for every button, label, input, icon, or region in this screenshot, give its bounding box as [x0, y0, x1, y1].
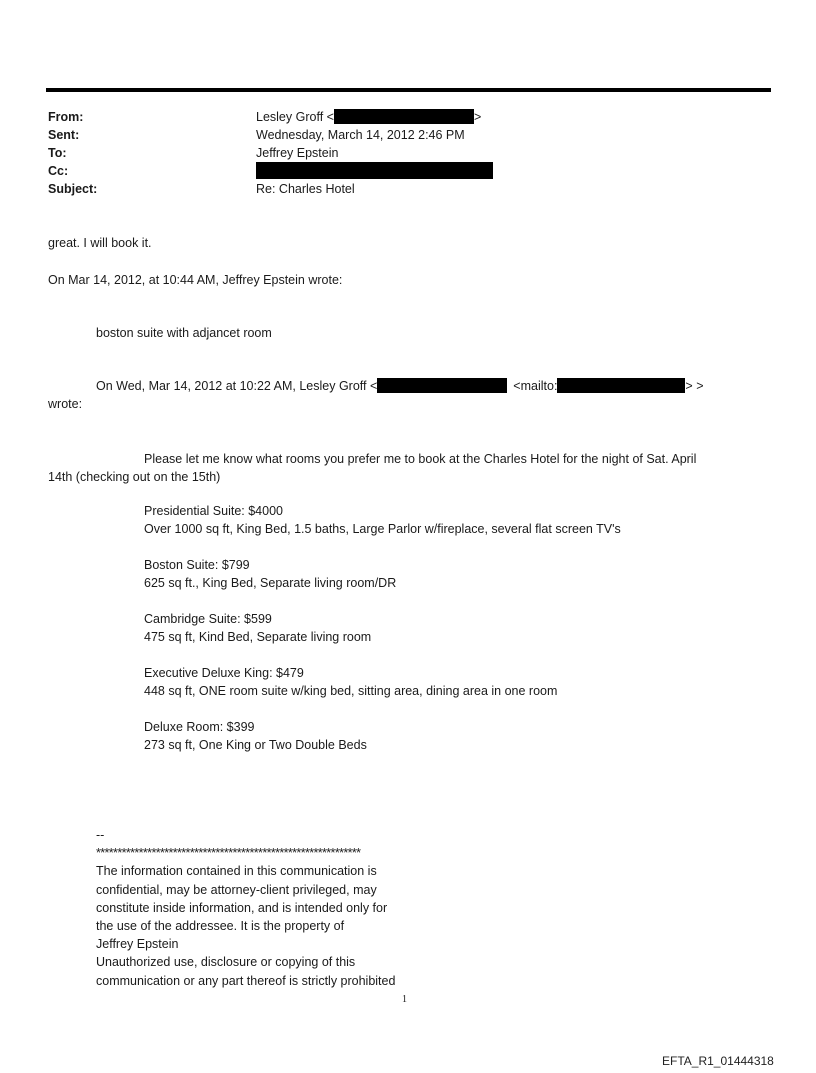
- from-value: [256, 108, 481, 126]
- room-details: 625 sq ft., King Bed, Separate living room/DR: [144, 576, 397, 590]
- document-id: EFTA_R1_01444318: [662, 1054, 774, 1068]
- reply-text: great. I will book it.: [48, 236, 152, 250]
- room-title: Boston Suite: $799: [144, 558, 250, 572]
- mailto-text: <mailto:: [513, 379, 558, 393]
- room-option: [144, 610, 371, 646]
- request-line-2: 14th (checking out on the 15th): [48, 470, 221, 484]
- redacted-cc: [256, 162, 493, 179]
- disclaimer-line: confidential, may be attorney-client privileged, may: [96, 882, 377, 897]
- redacted-mailto: [557, 378, 685, 393]
- room-details: Over 1000 sq ft, King Bed, 1.5 baths, Large Parlor w/fireplace, several flat screen TV's: [144, 522, 621, 536]
- to-value: Jeffrey Epstein: [256, 146, 339, 160]
- subject-value: Re: Charles Hotel: [256, 182, 355, 196]
- redacted-email-2: [377, 378, 507, 393]
- room-details: 273 sq ft, One King or Two Double Beds: [144, 738, 367, 752]
- quote2-intro-text: On Wed, Mar 14, 2012 at 10:22 AM, Lesley Groff <: [96, 379, 378, 393]
- disclaimer-line: Unauthorized use, disclosure or copying of this: [96, 955, 356, 970]
- from-name: Lesley Groff <: [256, 110, 334, 124]
- header-rule: [46, 88, 771, 92]
- room-title: Executive Deluxe King: $479: [144, 666, 304, 680]
- sig-dashes: --: [96, 828, 105, 842]
- subject-label: Subject:: [48, 182, 98, 196]
- disclaimer-line: constitute inside information, and is intended only for: [96, 900, 388, 915]
- room-details: 475 sq ft, Kind Bed, Separate living room: [144, 630, 372, 644]
- quote2-close: > >: [685, 379, 704, 393]
- disclaimer-line: Jeffrey Epstein: [96, 937, 179, 952]
- cc-label: Cc:: [48, 164, 69, 178]
- cc-value: [256, 162, 493, 181]
- request-line-1: Please let me know what rooms you prefer me to book at the Charles Hotel for the night of Sat. April: [144, 452, 697, 466]
- sent-value: Wednesday, March 14, 2012 2:46 PM: [256, 128, 465, 142]
- quote2-wrote: wrote:: [48, 397, 83, 411]
- from-label: From:: [48, 110, 84, 124]
- room-option: [144, 664, 557, 700]
- quote2-intro: [96, 377, 704, 395]
- quote1-intro: On Mar 14, 2012, at 10:44 AM, Jeffrey Epstein wrote:: [48, 273, 343, 287]
- room-title: Deluxe Room: $399: [144, 720, 255, 734]
- to-label: To:: [48, 146, 67, 160]
- from-close: >: [473, 110, 482, 124]
- disclaimer-line: the use of the addressee. It is the property of: [96, 919, 345, 934]
- room-option: [144, 556, 396, 592]
- room-option: [144, 718, 367, 754]
- disclaimer-line: communication or any part thereof is strictly prohibited: [96, 973, 396, 988]
- room-details: 448 sq ft, ONE room suite w/king bed, sitting area, dining area in one room: [144, 684, 558, 698]
- room-title: Cambridge Suite: $599: [144, 612, 272, 626]
- quote1-body: boston suite with adjancet room: [96, 326, 272, 340]
- room-option: [144, 502, 621, 538]
- sig-stars: **************************************************************: [96, 846, 361, 861]
- sent-label: Sent:: [48, 128, 80, 142]
- signature-block: [96, 826, 395, 990]
- page-number: 1: [402, 994, 407, 1005]
- disclaimer-line: The information contained in this communication is: [96, 864, 377, 879]
- redacted-email: [334, 109, 474, 124]
- room-title: Presidential Suite: $4000: [144, 504, 283, 518]
